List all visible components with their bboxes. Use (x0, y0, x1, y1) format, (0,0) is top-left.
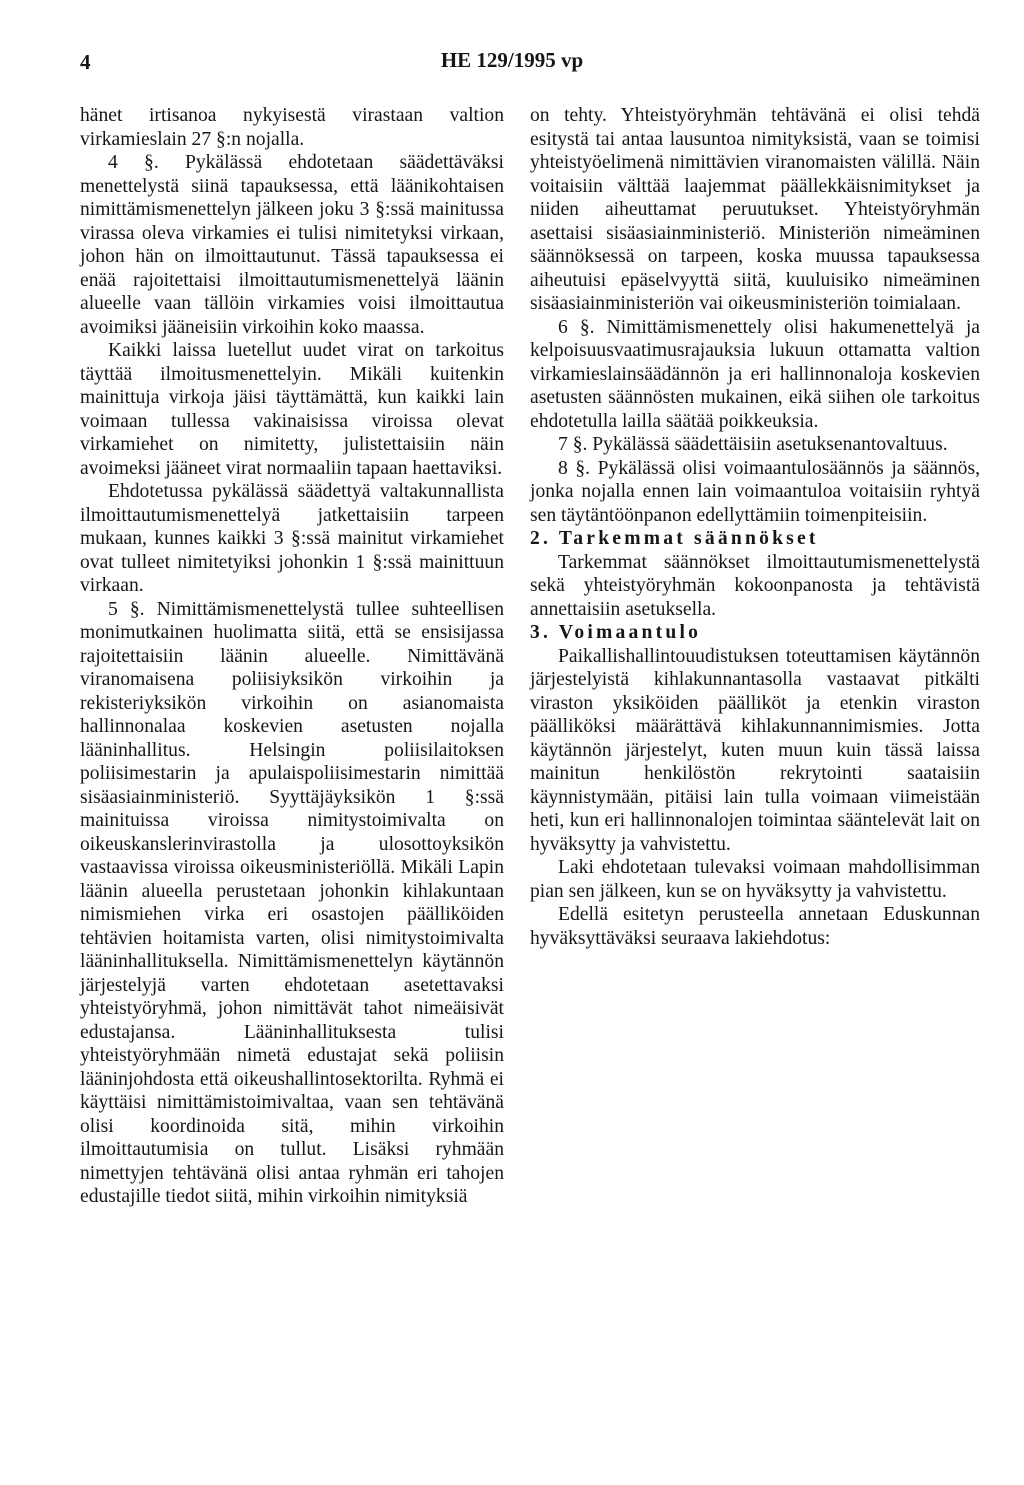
paragraph: 4 §. Pykälässä ehdotetaan säädettäväksi menettelystä siinä tapauksessa, että läänikohtaisen nimittämismenettelyn jälkeen joku 3 §:ssä mainitussa virassa oleva virkamies ei tulisi nimitetyksi virkaan, johon hän on ilmoittautunut. Tässä tapauksessa ei enää rajoitettaisi ilmoittautumismenettelyä läänin alueelle vaan tällöin virkamies voisi ilmoittautua avoimiksi jääneisiin virkoihin koko maassa. (80, 152, 504, 338)
paragraph: on tehty. Yhteistyöryhmän tehtävänä ei olisi tehdä esitystä tai antaa lausuntoa nimityksistä, vaan se toimisi yhteistyöelimenä nimittävien viranomaisten välillä. Näin voitaisiin välttää laajemmat päällekkäisnimitykset ja niiden aiheuttamat peruutukset. Yhteistyöryhmän asettaisi sisäasiainministeriö. Ministeriön nimeäminen säännöksessä on tarpeen, koska muussa tapauksessa aiheutuisi epäselvyyttä siitä, kuuluisiko nimeäminen sisäasiainministeriön vai oikeusministeriön toimialaan. (530, 105, 980, 314)
paragraph: Kaikki laissa luetellut uudet virat on tarkoitus täyttää ilmoitusmenettelyin. Mikäli kuitenkin mainittuja virkoja jäisi täyttämättä, kun kaikki lain voimaan tullessa vakinaisissa viroissa olevat virkamiehet on nimitetty, julistettaisiin näin avoimeksi jääneet virat normaaliin tapaan haettaviksi. (80, 340, 504, 479)
paragraph: Laki ehdotetaan tulevaksi voimaan mahdollisimman pian sen jälkeen, kun se on hyväksytty ja vahvistettu. (530, 857, 980, 902)
paragraph: 8 §. Pykälässä olisi voimaantulosäännös ja säännös, jonka nojalla ennen lain voimaantuloa voitaisiin ryhtyä sen täytäntöönpanon edellyttämiin toimenpiteisiin. (530, 457, 980, 526)
paragraph: Ehdotetussa pykälässä säädettyä valtakunnallista ilmoittautumismenettelyä jatkettaisiin tarpeen mukaan, kunnes kaikki 3 §:ssä mainitut virkamiehet ovat tulleet nimitetyiksi johonkin 1 §:ssä mainittuun virkaan. (80, 481, 504, 596)
closing-paragraph: Edellä esitetyn perusteella annetaan Eduskunnan hyväksyttäväksi seuraava lakiehdotus: (530, 904, 980, 949)
paragraph: hänet irtisanoa nykyisestä virastaan valtion virkamieslain 27 §:n nojalla. (80, 105, 504, 150)
paragraph: Paikallishallintouudistuksen toteuttamisen käytännön järjestelyistä kihlakunnantasolla vastaavat pitkälti viraston yksiköiden päälliköt ja etenkin viraston päälliköksi määrättävä kihlakunnannimismies. Jotta käytännön järjestelyt, kuten muun kuin tässä laissa mainitun henkilöstön rekrytointi saataisiin käynnistymään, pitäisi lain tulla voimaan viimeistään heti, kun eri hallinnonalojen toimintaa sääntelevät lait on hyväksytty ja vahvistettu. (530, 645, 980, 855)
page-number: 4 (80, 50, 91, 74)
right-column (530, 104, 980, 950)
paragraph: 5 §. Nimittämismenettelystä tullee suhteellisen monimutkainen huolimatta siitä, että se ensisijassa rajoitettaisiin läänin alueelle. Nimittävänä viranomaisena poliisiyksikön virkoihin ja rekisteriyksikön virkoihin on asianomaista hallinnonalaa koskevien asetusten nojalla lääninhallitus. Helsingin poliisilaitoksen poliisimestarin ja apulaispoliisimestarin nimittää sisäasiainministeriö. Syyttäjäyksikön 1 §:ssä mainituissa viroissa nimitystoimivalta on oikeuskanslerinvirastolla ja ulosottoyksikön vastaavissa viroissa oikeusministeriöllä. Mikäli Lapin läänin alueella perustetaan johonkin kihlakuntaan nimismiehen virka eri osastojen päälliköiden tehtävien hoitamista varten, olisi nimitystoimivalta lääninhallituksella. Nimittämismenettelyn käytännön järjestelyjä varten ehdotetaan asetettavaksi yhteistyöryhmä, johon nimittävät tahot nimeäisivät edustajansa. Lääninhallituksesta tulisi yhteistyöryhmään nimetä edustajat sekä poliisin lääninjohdosta että oikeushallintosektorilta. Ryhmä ei käyttäisi nimittämistoimivaltaa, vaan sen tehtävänä olisi koordinoida sitä, mihin virkoihin ilmoittautumisia on tullut. Lisäksi ryhmään nimettyjen tehtävänä olisi antaa ryhmän eri tahojen edustajille tiedot siitä, mihin virkoihin nimityksiä (80, 598, 504, 1207)
paragraph: 7 §. Pykälässä säädettäisiin asetuksenantovaltuus. (558, 434, 948, 455)
paragraph: 6 §. Nimittämismenettely olisi hakumenettelyä ja kelpoisuusvaatimusrajauksia lukuun ottamatta valtion virkamieslainsäädännön ja eri hallinnonaloja koskevien asetusten säännösten mukainen, eikä siihen ole tarkoitus ehdotetulla lailla säätää poikkeuksia. (530, 316, 980, 432)
section-heading-3: 3. Voimaantulo (530, 622, 702, 643)
section-heading-2: 2. Tarkemmat säännökset (530, 528, 819, 549)
left-column (80, 104, 504, 1209)
paragraph: Tarkemmat säännökset ilmoittautumismenettelystä sekä yhteistyöryhmän kokoonpanosta ja tehtävistä annettaisiin asetuksella. (530, 551, 980, 620)
running-head: HE 129/1995 vp (440, 48, 584, 72)
